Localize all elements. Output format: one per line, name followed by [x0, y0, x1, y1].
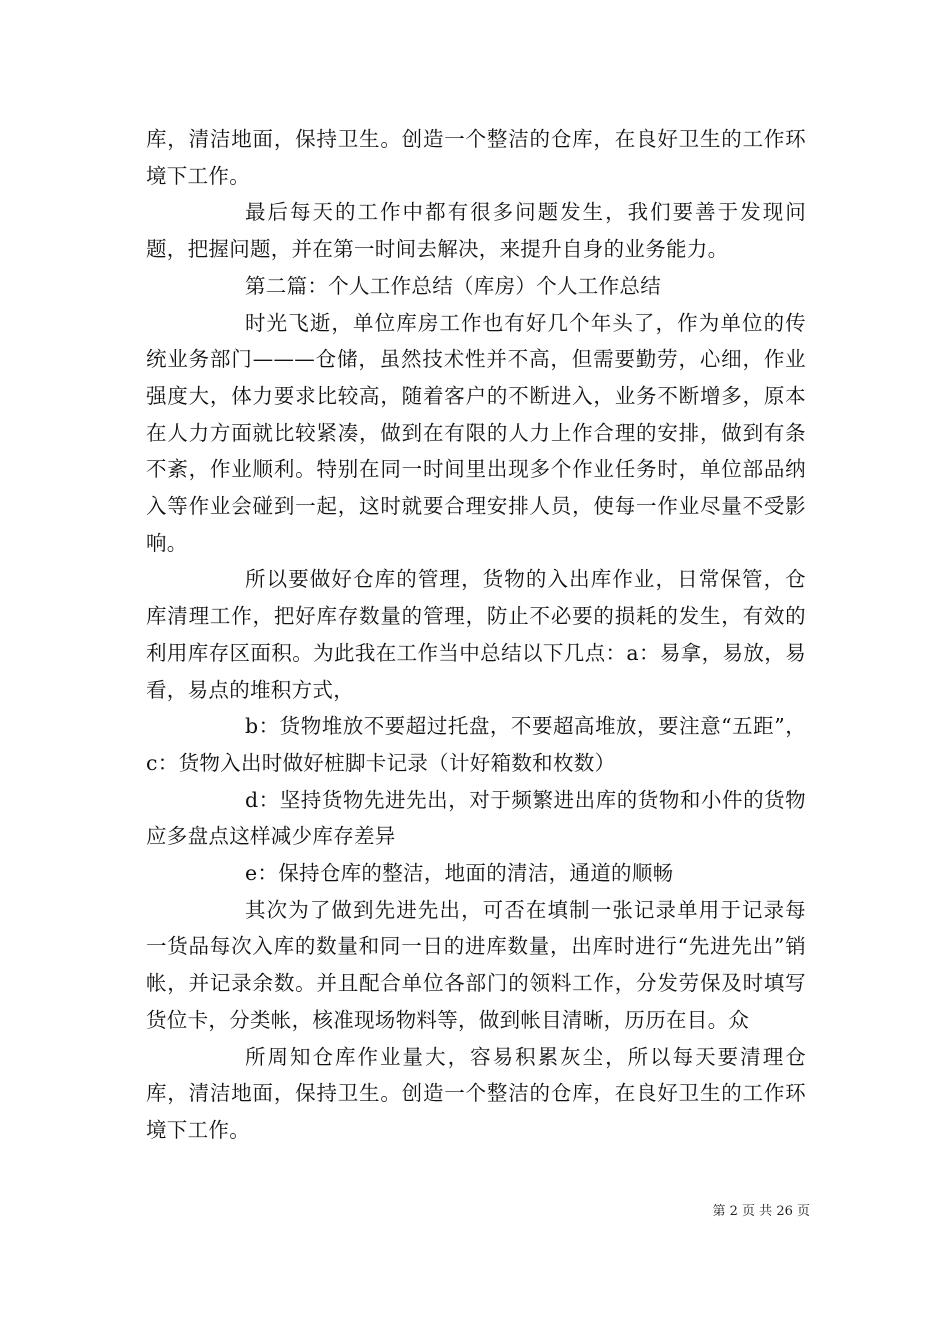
body-text: [146, 121, 806, 1149]
paragraph-intro: 时光飞逝，单位库房工作也有好几个年头了，作为单位的传统业务部门———仓储，虽然技术性并不高，但需要勤劳，心细，作业强度大，体力要求比较高，随着客户的不断进入，业务不断增多，原本在人力方面就比较紧凑，做到在有限的人力上作合理的安排，做到有条不紊，作业顺利。特别在同一时间里出现多个作业任务时，单位部品纳入等作业会碰到一起，这时就要合理安排人员，使每一作业尽量不受影响。: [146, 310, 806, 555]
paragraph-point-e: e：保持仓库的整洁，地面的清洁，通道的顺畅: [245, 861, 674, 886]
paragraph-management-points: 所以要做好仓库的管理，货物的入出库作业，日常保管，仓库清理工作，把好库存数量的管理，防止不必要的损耗的发生，有效的利用库存区面积。为此我在工作当中总结以下几点：a：易拿，易放，易看，易点的堆积方式，: [146, 567, 806, 702]
paragraph-continuation: 库，清洁地面，保持卫生。创造一个整洁的仓库，在良好卫生的工作环境下工作。: [146, 127, 806, 188]
paragraph-fifo: 其次为了做到先进先出，可否在填制一张记录单用于记录每一货品每次入库的数量和同一日的进库数量，出库时进行“先进先出”销帐，并记录余数。并且配合单位各部门的领料工作，分发劳保及时填写货位卡，分类帐，核准现场物料等，做到帐目清晰，历历在目。众: [146, 897, 806, 1032]
paragraph-point-d: d：坚持货物先进先出，对于频繁进出库的货物和小件的货物应多盘点这样减少库存差异: [146, 787, 806, 849]
page-number: 第 2 页 共 26 页: [712, 1204, 810, 1219]
paragraph-cleaning: 所周知仓库作业量大，容易积累灰尘，所以每天要清理仓库，清洁地面，保持卫生。创造一个整洁的仓库，在良好卫生的工作环境下工作。: [146, 1044, 806, 1142]
paragraph-final-note: 最后每天的工作中都有很多问题发生，我们要善于发现问题，把握问题，并在第一时间去解决，来提升自身的业务能力。: [146, 200, 806, 262]
paragraph-point-b-c: b：货物堆放不要超过托盘，不要超高堆放，要注意“五距”，c：货物入出时做好桩脚卡记录（计好箱数和枚数）: [146, 714, 806, 775]
section-heading: 第二篇：个人工作总结（库房）个人工作总结: [245, 273, 661, 298]
